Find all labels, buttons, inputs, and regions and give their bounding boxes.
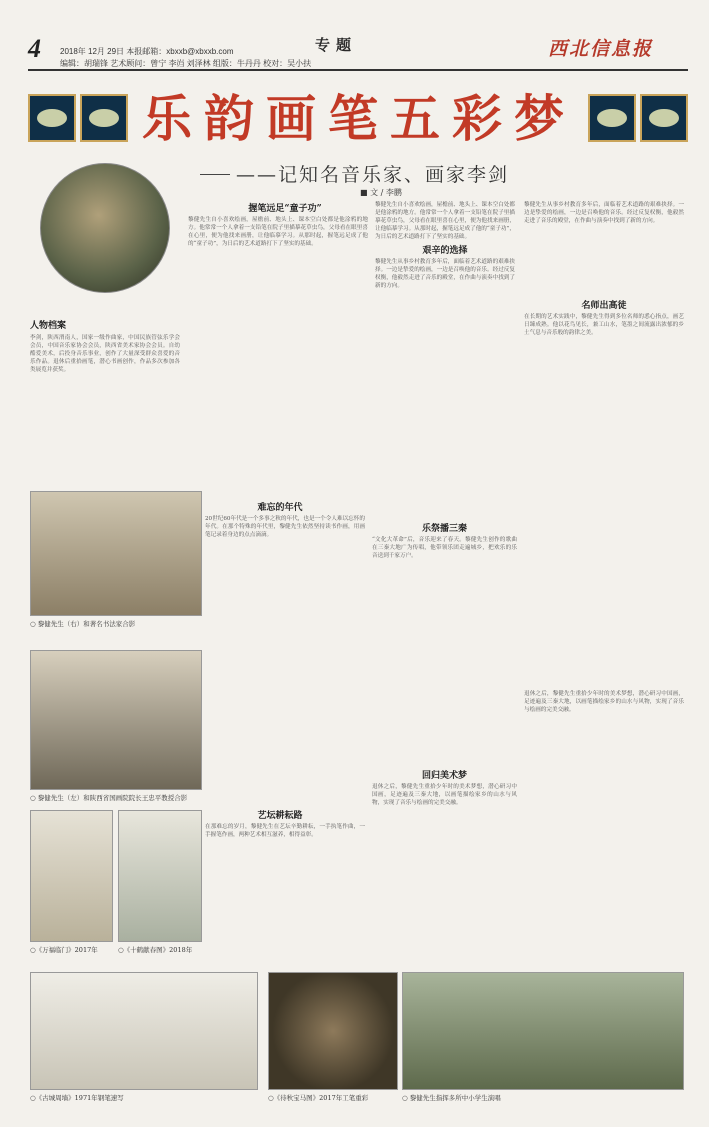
- header-rule: [28, 69, 688, 71]
- sketch-ancient-city: [30, 972, 258, 1090]
- editors-line: 编辑：胡瑞锋 艺术顾问：曾宁 李岿 刘泽林 组版：牛丹丹 校对：吴小扶: [60, 59, 312, 68]
- section-text-1b: 黎健先生自小喜欢绘画，屋檐前、地头上、课本空白处都是他涂鸦的地方。他常常一个人拿着一支铅笔在院子里描摹花草虫鸟，父母看在眼里喜在心里，便为他找来画册，让他临摹学习。从那时起，握笔远足成了他的“童子功”，为日后的艺术道路打下了坚实的基础。: [375, 202, 515, 240]
- section-text-2: 黎健先生从事乡村教育多年后，面临着艺术道路的艰难抉择。一边是挚爱的绘画，一边是召唤他的音乐。经过反复权衡，他毅然走进了音乐的殿堂，在作曲与演奏中找到了新的方向。: [375, 259, 515, 289]
- caption-4: ○《古城周墙》1971年钢笔速写: [30, 1094, 124, 1102]
- caption-1: ○ 黎健先生（右）和著名书法家合影: [30, 620, 136, 628]
- section-text-5: “文化大革命”后，音乐迎来了春天。黎健先生创作的歌曲在三秦大地广为传唱，他带领乐团走遍城乡，把欢乐的乐音送到千家万户。: [372, 537, 517, 559]
- feature-subtitle: ——记知名音乐家、画家李剑: [236, 164, 510, 186]
- caption-3b: ○《十鹤献春图》2018年: [118, 946, 193, 954]
- bird-tile-icon: [640, 94, 688, 142]
- section-text-7: 退休之后，黎健先生重拾少年时的美术梦想，潜心研习中国画，足迹遍及三秦大地，以画笔描绘家乡的山水与风物，实现了音乐与绘画的完美交融。: [372, 784, 517, 806]
- page-number: 4: [28, 34, 41, 63]
- section-heading-4: 难忘的年代: [257, 503, 303, 513]
- painting-horse: [268, 972, 398, 1090]
- section-heading-6: 艺坛耕耘路: [257, 811, 303, 821]
- bird-tile-icon: [28, 94, 76, 142]
- fish-tile-icon: [80, 94, 128, 142]
- subtitle-dash: [200, 174, 230, 175]
- fish-tile-icon: [588, 94, 636, 142]
- section-text-4: 20世纪60年代是一个多事之秋的年代，也是一个令人难以忘怀的年代。在那个特殊的年代里，黎健先生依然坚持读书作画，用画笔记录着身边的点点滴滴。: [205, 516, 365, 538]
- section-heading-2: 艰辛的选择: [422, 246, 468, 256]
- section-heading-7: 回归美术梦: [421, 771, 467, 781]
- painting-cranes: [118, 810, 202, 942]
- caption-5: ○《待秋宝马图》2017年工笔重彩: [268, 1094, 369, 1102]
- section-heading-3: 名师出高徒: [581, 301, 627, 311]
- title-band: [28, 84, 688, 154]
- caption-2: ○ 黎健先生（左）和陕西省国画院院长王忠平教授合影: [30, 794, 188, 802]
- section-text-3: 在长期的艺术实践中，黎健先生得到多位名师的悉心指点，画艺日臻成熟。他以花鸟见长，兼工山水，笔墨之间流露出浓郁的乡土气息与音乐般的韵律之美。: [524, 314, 684, 336]
- photo-painter: [30, 650, 202, 790]
- portrait-photo: [40, 163, 170, 293]
- feature-title: 乐韵画笔五彩梦: [142, 89, 576, 148]
- section-text-6: 在那难忘的岁月，黎健先生在艺坛辛勤耕耘，一手执笔作曲，一手握笔作画，两种艺术相互滋养，相得益彰。: [205, 824, 365, 838]
- section-text-7b: 退休之后，黎健先生重拾少年时的美术梦想，潜心研习中国画，足迹遍及三秦大地，以画笔描绘家乡的山水与风物，实现了音乐与绘画的完美交融。: [524, 691, 684, 713]
- masthead: 西北信息报: [548, 38, 654, 60]
- section-title: 专题: [315, 36, 358, 54]
- painting-roosters: [30, 810, 113, 942]
- date-line: 2018年 12月 29日 本报邮箱：xbxxb@xbxxb.com: [60, 47, 234, 56]
- profile-text: 李剑，陕西渭南人，国家一级作曲家，中国民族管弦乐学会会员，中国音乐家协会会员，陕西省美术家协会会员。自幼酷爱美术，后投身音乐事业，创作了大量深受群众喜爱的音乐作品。退休后重拾画笔，潜心书画创作，作品多次参加各类展览并获奖。: [30, 335, 180, 373]
- section-text-2b: 黎健先生从事乡村教育多年后，面临着艺术道路的艰难抉择。一边是挚爱的绘画，一边是召唤他的音乐。经过反复权衡，他毅然走进了音乐的殿堂，在作曲与演奏中找到了新的方向。: [524, 202, 684, 224]
- section-text-1: 黎健先生自小喜欢绘画，屋檐前、地头上、课本空白处都是他涂鸦的地方。他常常一个人拿着一支铅笔在院子里描摹花草虫鸟，父母看在眼里喜在心里，便为他找来画册，让他临摹学习。从那时起，握笔远足成了他的“童子功”，为日后的艺术道路打下了坚实的基础。: [188, 217, 368, 247]
- photo-calligrapher: [30, 491, 202, 616]
- byline: ■ 文 / 李鹏: [360, 188, 402, 197]
- section-heading-1: 握笔远足“童子功”: [248, 204, 322, 214]
- photo-choir: [402, 972, 684, 1090]
- section-heading-5: 乐祭播三秦: [421, 524, 467, 534]
- caption-6: ○ 黎健先生指挥多所中小学生演唱: [402, 1094, 501, 1102]
- profile-heading: 人物档案: [30, 321, 67, 331]
- caption-3a: ○《万福临门》2017年: [30, 946, 98, 954]
